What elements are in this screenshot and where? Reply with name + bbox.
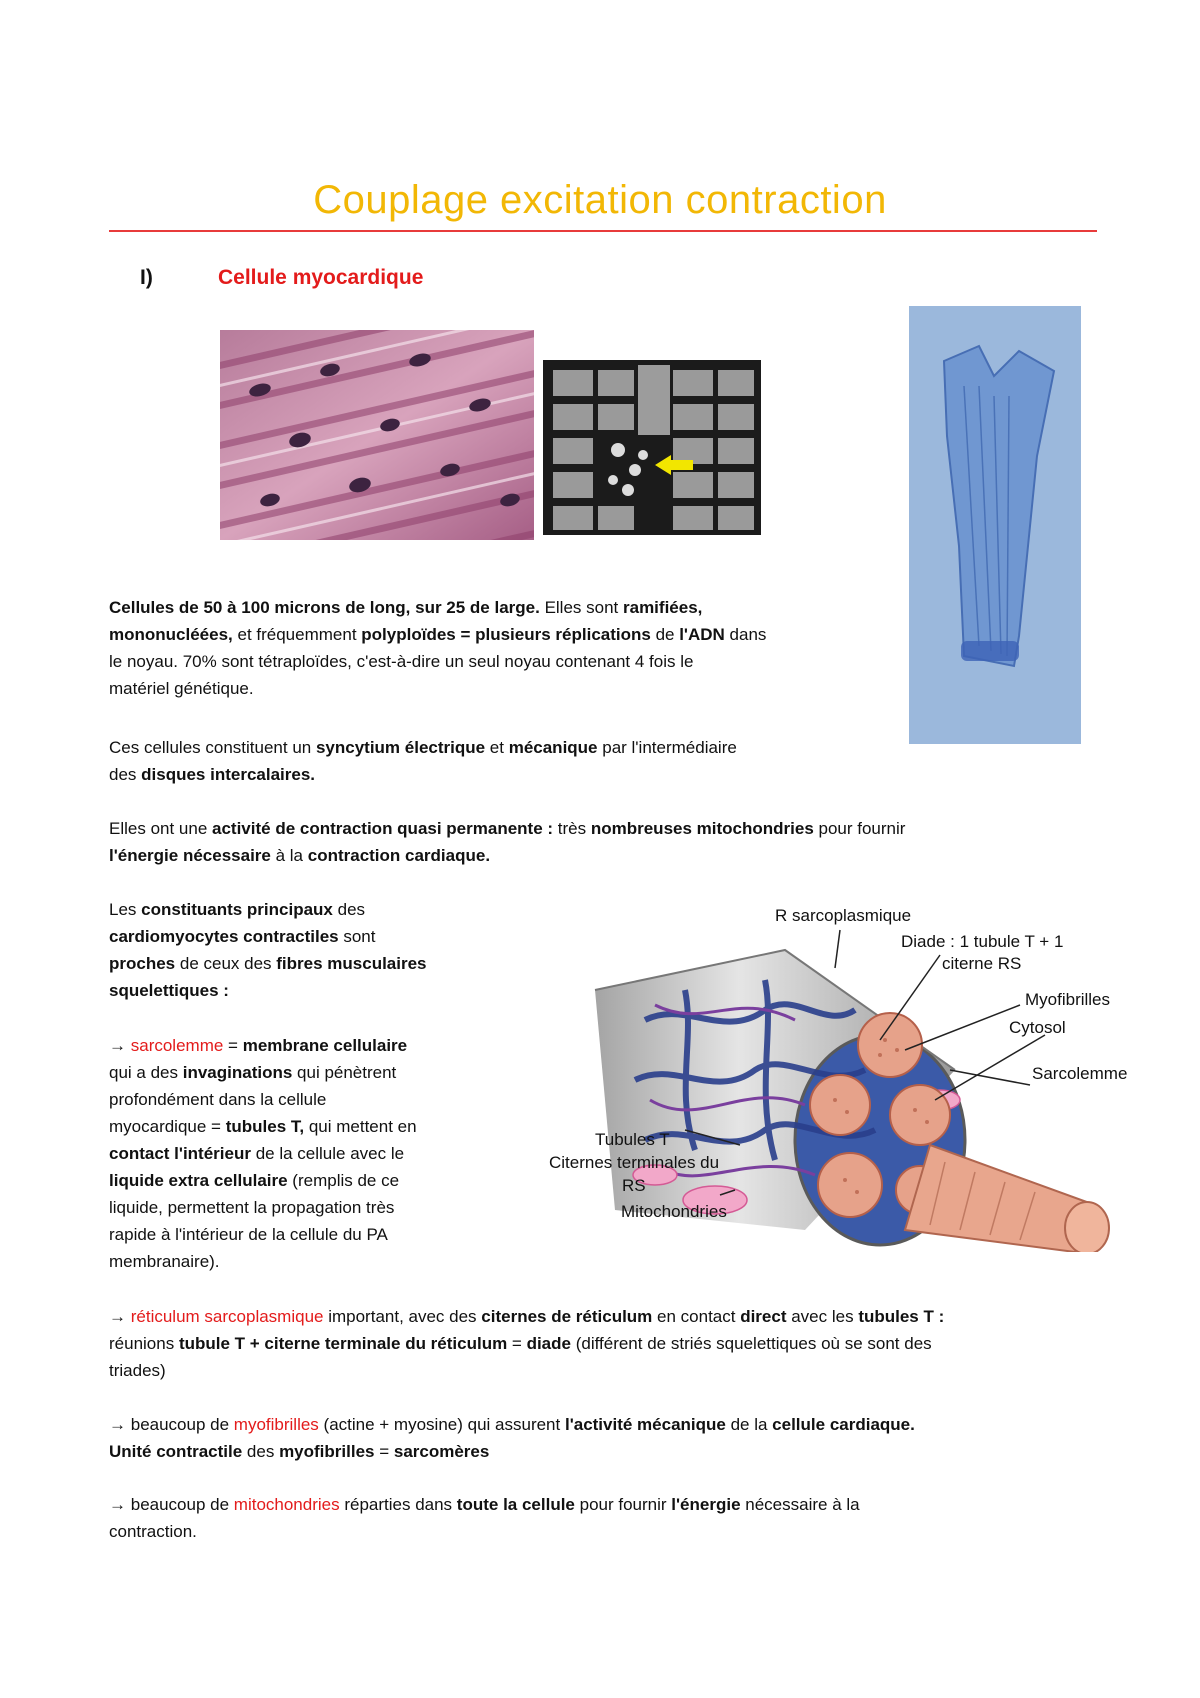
paragraph-cell-size: Cellules de 50 à 100 microns de long, sur 25 de large. Elles sont ramifiées, mononucléées, et fréquemment polyploïdes = plusieurs réplications de l'ADN dans le noyau. 70% sont tétraploïdes, c'est-à-dire un seul noyau contenant 4 fois le matériel génétique.: [109, 598, 767, 698]
section-title: Cellule myocardique: [218, 266, 424, 289]
label-sarcolemme: Sarcolemme: [1032, 1064, 1128, 1083]
label-cytosol: Cytosol: [1009, 1018, 1066, 1037]
paragraph-reticulum: → réticulum sarcoplasmique important, avec des citernes de réticulum en contact direct avec les tubules T : réunions tubule T + citerne terminale du réticulum = diade (différent de striés squelettiques où se sont des triades): [109, 1307, 945, 1380]
label-diade-line2: citerne RS: [942, 954, 1022, 973]
paragraph-syncytium: Ces cellules constituent un syncytium électrique et mécanique par l'intermédiaire des disques intercalaires.: [109, 738, 737, 784]
paragraph-sarcolemme: → sarcolemme = membrane cellulaire qui a des invaginations qui pénètrent profondément dans la cellule myocardique = tubules T, qui mettent en contact l'intérieur de la cellule avec le liquide extra cellulaire (remplis de ce liquide, permettent la propagation très rapide à l'intérieur de la cellule du PA membranaire).: [109, 1036, 417, 1271]
label-citernes-line1: Citernes terminales du: [549, 1153, 720, 1172]
paragraph-myofibrilles: → beaucoup de myofibrilles (actine + myosine) qui assurent l'activité mécanique de la cellule cardiaque. Unité contractile des myofibrilles = sarcomères: [109, 1415, 915, 1461]
electron-micrograph-image: [543, 360, 761, 535]
label-citernes-line2: RS: [622, 1176, 646, 1195]
paragraph-activity: Elles ont une activité de contraction quasi permanente : très nombreuses mitochondries pour fournir l'énergie nécessaire à la contraction cardiaque.: [109, 819, 906, 865]
paragraph-constituents: Les constituants principaux des cardiomyocytes contractiles sont proches de ceux des fibres musculaires squelettiques :: [109, 900, 427, 1000]
section-number: I): [140, 266, 153, 289]
label-myofibrilles: Myofibrilles: [1025, 990, 1111, 1009]
label-diade-line1: Diade : 1 tubule T + 1: [901, 932, 1064, 951]
cardiomyocyte-diagram: [535, 900, 1135, 1252]
label-r-sarcoplasmique: R sarcoplasmique: [775, 906, 912, 925]
isolated-cardiomyocyte-image: [909, 306, 1081, 744]
paragraph-mitochondries: → beaucoup de mitochondries réparties dans toute la cellule pour fournir l'énergie nécessaire à la contraction.: [109, 1495, 860, 1541]
histology-image: [220, 330, 534, 540]
title-underline: [109, 230, 1097, 232]
label-tubules-t: Tubules T: [595, 1130, 670, 1149]
label-mitochondries: Mitochondries: [621, 1202, 727, 1221]
page-title: Couplage excitation contraction: [313, 178, 887, 222]
